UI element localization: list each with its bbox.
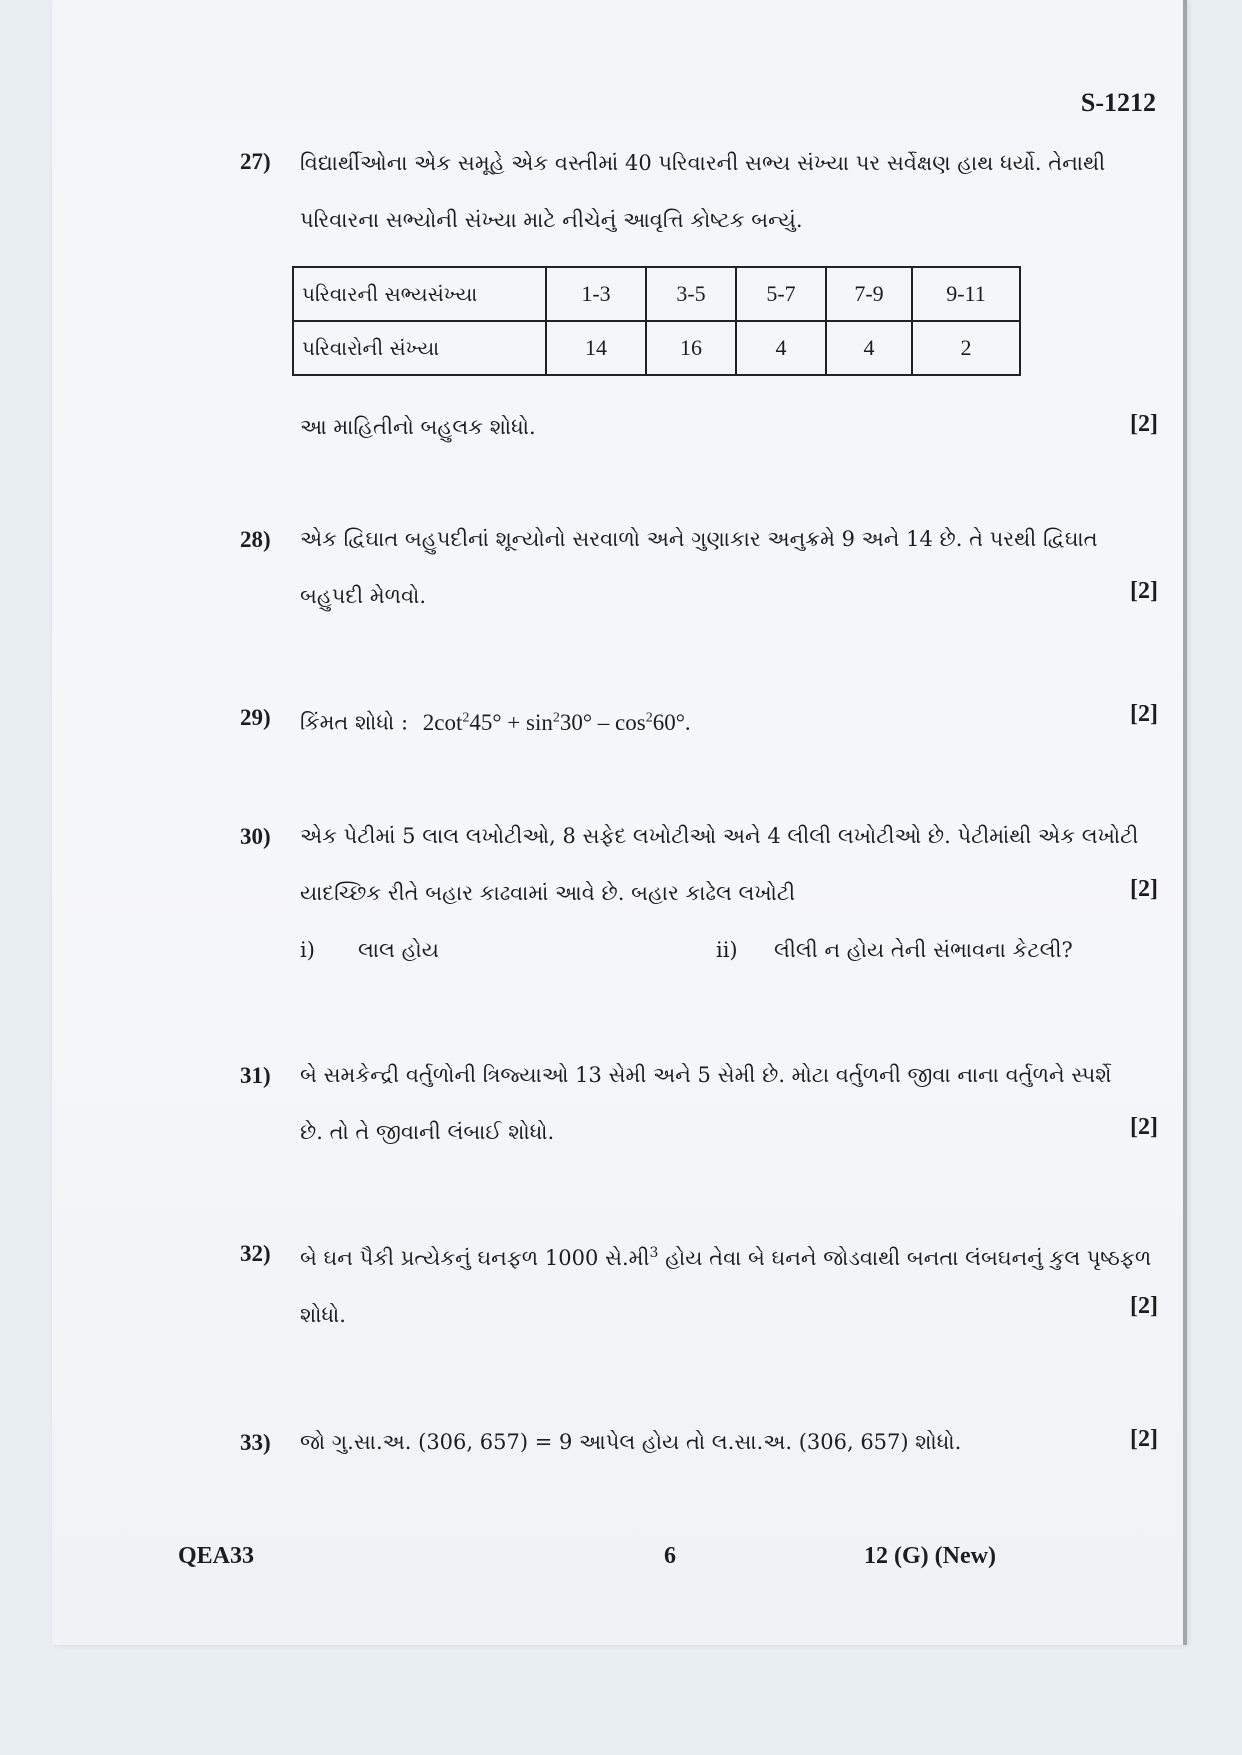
question-number: 31) (240, 1063, 271, 1088)
question-29 (242, 689, 1162, 752)
page-edge (1183, 0, 1187, 1645)
marks: [2] (1130, 578, 1158, 604)
question-text (300, 135, 1162, 249)
marks: [2] (1130, 1114, 1158, 1140)
table-row (293, 267, 1020, 321)
question-27 (242, 135, 1162, 249)
question-line: વિદ્યાર્થીઓના એક સમૂહે એક વસ્તીમાં 40 પરિવારની સભ્ય સંખ્યા પર સર્વેક્ષણ હાથ ધર્યો. તેનાથી (300, 151, 1106, 175)
page-number: 6 (664, 1543, 676, 1569)
question-number: 32) (240, 1241, 271, 1266)
question-number: 27) (240, 149, 271, 174)
table-row (293, 321, 1020, 375)
question-line: એક દ્વિઘાત બહુપદીનાં શૂન્યોનો સરવાળો અને ગુણાકાર અનુક્રમે 9 અને 14 છે. તે પરથી દ્વિઘાત (300, 527, 1098, 551)
question-line: યાદચ્છિક રીતે બહાર કાઢવામાં આવે છે. બહાર કાઢેલ લખોટી (300, 881, 796, 905)
question-number: 28) (240, 527, 271, 552)
table-row-label: પરિવારોની સંખ્યા (293, 321, 546, 375)
question-prefix: કિંમત શોધો : (300, 710, 409, 735)
trig-expression (423, 710, 691, 735)
question-number: 30) (240, 824, 271, 849)
question-text (300, 511, 1162, 625)
question-line: આ માહિતીનો બહુલક શોધો. (300, 415, 536, 439)
table-cell: 1-3 (546, 267, 646, 321)
question-28 (242, 511, 1162, 625)
table-cell: 9-11 (912, 267, 1020, 321)
question-text (300, 689, 1162, 752)
exponent: 2 (645, 710, 653, 725)
footer-code: QEA33 (178, 1543, 255, 1569)
exponent: 2 (462, 710, 470, 725)
table-cell: 4 (736, 321, 826, 375)
table-cell: 3-5 (646, 267, 736, 321)
question-line: શોધો. (300, 1303, 346, 1327)
question-33 (242, 1414, 1162, 1471)
table-cell: 5-7 (736, 267, 826, 321)
marks: [2] (1130, 876, 1158, 902)
marks: [2] (1130, 411, 1158, 437)
options-row (300, 922, 1162, 979)
option-text: લાલ હોય (358, 938, 439, 962)
question-line: એક પેટીમાં 5 લાલ લખોટીઓ, 8 સફેદ લખોટીઓ અને 4 લીલી લખોટીઓ છે. પેટીમાંથી એક લખોટી (300, 824, 1139, 848)
text-part: હોય તેવા બે ઘનને જોડવાથી બનતા લંબઘનનું કુલ પૃષ્ઠફળ (658, 1246, 1152, 1270)
table-cell: 14 (546, 321, 646, 375)
question-line (300, 1225, 1162, 1287)
question-number: 29) (240, 705, 271, 730)
table-cell: 7-9 (826, 267, 912, 321)
table-cell: 2 (912, 321, 1020, 375)
table-row-label: પરિવારની સભ્યસંખ્યા (293, 267, 546, 321)
question-line: પરિવારના સભ્યોની સંખ્યા માટે નીચેનું આવૃત્તિ કોષ્ટક બન્યું. (300, 208, 803, 232)
question-line: બહુપદી મેળવો. (300, 584, 427, 608)
question-text (300, 808, 1162, 979)
exponent: 3 (649, 1245, 659, 1261)
table-cell: 16 (646, 321, 736, 375)
paper-code: S-1212 (1080, 88, 1156, 117)
question-30 (242, 808, 1162, 979)
expr-part: 45° + sin (469, 709, 553, 735)
question-32 (242, 1225, 1162, 1344)
text-part: બે ઘન પૈકી પ્રત્યેકનું ઘનફળ 1000 સે.મી (300, 1246, 650, 1270)
expr-part: 2cot (422, 709, 463, 735)
exponent: 2 (552, 710, 560, 725)
marks: [2] (1130, 701, 1158, 727)
question-line: જો ગુ.સા.અ. (306, 657) = 9 આપેલ હોય તો લ.સા.અ. (306, 657) શોધો. (300, 1430, 962, 1454)
question-27-ask (242, 407, 1162, 447)
table-cell: 4 (826, 321, 912, 375)
footer-version: 12 (G) (New) (864, 1543, 996, 1569)
question-text (300, 1225, 1162, 1344)
option-text: લીલી ન હોય તેની સંભાવના કેટલી? (774, 938, 1073, 962)
expr-part: 30° – cos (559, 709, 646, 735)
question-text (300, 1047, 1162, 1161)
question-line: બે સમકેન્દ્રી વર્તુળોની ત્રિજ્યાઓ 13 સેમી અને 5 સેમી છે. મોટા વર્તુળની જીવા નાના વર્તુળને સ્પર્શે (300, 1063, 1112, 1087)
question-line: છે. તો તે જીવાની લંબાઈ શોધો. (300, 1120, 555, 1144)
frequency-table (292, 266, 1021, 376)
option-number: ii) (716, 938, 738, 962)
question-31 (242, 1047, 1162, 1161)
question-number: 33) (240, 1430, 271, 1455)
marks: [2] (1130, 1293, 1158, 1319)
expr-part: 60°. (652, 709, 691, 735)
option-number: i) (300, 938, 315, 962)
marks: [2] (1130, 1426, 1158, 1452)
